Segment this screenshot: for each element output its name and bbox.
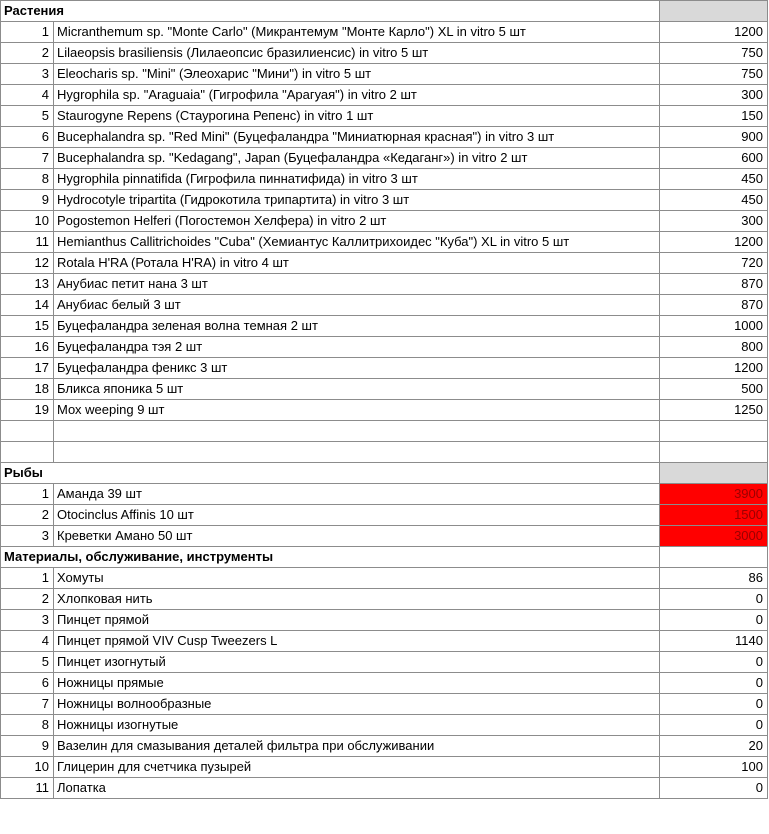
table-row [1,190,768,211]
item-name[interactable]: Hygrophila sp. "Araguaia" (Гигрофила "Арагуая") in vitro 2 шт [54,85,660,106]
table-row [1,232,768,253]
item-price[interactable]: 1140 [660,630,768,651]
item-name[interactable]: Hydrocotyle tripartita (Гидрокотила трипартита) in vitro 3 шт [54,190,660,211]
row-number[interactable]: 6 [1,127,54,148]
row-number[interactable]: 9 [1,190,54,211]
table-row [1,630,768,651]
item-price[interactable]: 300 [660,211,768,232]
item-price[interactable]: 1250 [660,400,768,421]
row-number[interactable]: 17 [1,358,54,379]
row-number[interactable]: 2 [1,588,54,609]
item-price[interactable]: 100 [660,756,768,777]
item-price[interactable]: 1200 [660,358,768,379]
item-name[interactable]: Пинцет изогнутый [54,651,660,672]
section-title-materials[interactable]: Материалы, обслуживание, инструменты [1,546,660,567]
item-price-highlighted[interactable]: 3000 [660,525,768,546]
table-row [1,567,768,588]
item-price[interactable]: 450 [660,169,768,190]
item-price[interactable]: 750 [660,43,768,64]
item-price[interactable]: 0 [660,672,768,693]
row-number[interactable]: 7 [1,148,54,169]
table-row [1,735,768,756]
row-number[interactable]: 13 [1,274,54,295]
item-name[interactable]: Bucephalandra sp. "Kedagang", Japan (Буцефаландра «Кедаганг») in vitro 2 шт [54,148,660,169]
item-price[interactable]: 900 [660,127,768,148]
item-name[interactable]: Hemianthus Callitrichoides "Cuba" (Хемиантус Каллитрихоидес "Куба") XL in vitro 5 шт [54,232,660,253]
item-price[interactable]: 0 [660,714,768,735]
item-price[interactable]: 750 [660,64,768,85]
empty-cell[interactable] [1,421,54,442]
item-name[interactable]: Пинцет прямой [54,609,660,630]
item-price[interactable]: 800 [660,337,768,358]
table-row [1,274,768,295]
table-row [1,106,768,127]
item-name[interactable]: Аманда 39 шт [54,483,660,504]
item-price[interactable]: 1200 [660,22,768,43]
table-row [1,337,768,358]
row-number[interactable]: 19 [1,400,54,421]
item-price[interactable]: 0 [660,609,768,630]
section-title-plants[interactable]: Растения [1,1,660,22]
item-name[interactable]: Pogostemon Helferi (Погостемон Хелфера) in vitro 2 шт [54,211,660,232]
table-row [1,43,768,64]
item-name[interactable]: Лопатка [54,777,660,798]
item-price[interactable]: 450 [660,190,768,211]
item-price[interactable]: 720 [660,253,768,274]
item-price[interactable]: 1000 [660,316,768,337]
item-name[interactable]: Хлопковая нить [54,588,660,609]
item-price[interactable]: 0 [660,693,768,714]
row-number[interactable]: 4 [1,630,54,651]
item-name[interactable]: Eleocharis sp. "Mini" (Элеохарис "Мини") in vitro 5 шт [54,64,660,85]
row-number[interactable]: 12 [1,253,54,274]
row-number[interactable]: 6 [1,672,54,693]
item-price[interactable]: 870 [660,274,768,295]
section-header-cell[interactable] [660,1,768,22]
item-name[interactable]: Rotala H'RA (Ротала H'RA) in vitro 4 шт [54,253,660,274]
empty-row [1,421,768,442]
table-row [1,85,768,106]
row-number[interactable]: 9 [1,735,54,756]
item-name[interactable]: Otocinclus Affinis 10 шт [54,504,660,525]
row-number[interactable]: 11 [1,777,54,798]
table-row [1,127,768,148]
row-number[interactable]: 8 [1,714,54,735]
section-header-row [1,462,768,483]
empty-row [1,441,768,462]
row-number[interactable]: 8 [1,169,54,190]
item-price[interactable]: 500 [660,379,768,400]
empty-cell[interactable] [1,441,54,462]
table-row [1,693,768,714]
row-number[interactable]: 3 [1,609,54,630]
table-row [1,400,768,421]
table-row [1,756,768,777]
row-number[interactable]: 16 [1,337,54,358]
item-name[interactable]: Анубиас петит нана 3 шт [54,274,660,295]
item-name[interactable]: Micranthemum sp. "Monte Carlo" (Микрантемум "Монте Карло") XL in vitro 5 шт [54,22,660,43]
item-price[interactable]: 600 [660,148,768,169]
table-row [1,379,768,400]
row-number[interactable]: 4 [1,85,54,106]
item-name[interactable]: Ножницы изогнутые [54,714,660,735]
table-row [1,295,768,316]
item-name[interactable]: Lilaeopsis brasiliensis (Лилаеопсис бразилиенсис) in vitro 5 шт [54,43,660,64]
table-row [1,148,768,169]
table-row [1,504,768,525]
row-number[interactable]: 1 [1,567,54,588]
item-price[interactable]: 150 [660,106,768,127]
item-name[interactable]: Пинцет прямой VIV Cusp Tweezers L [54,630,660,651]
table-row [1,609,768,630]
item-price[interactable]: 0 [660,651,768,672]
item-price-highlighted[interactable]: 1500 [660,504,768,525]
section-header-row [1,546,768,567]
table-row [1,588,768,609]
table-row [1,211,768,232]
empty-cell[interactable] [54,421,660,442]
empty-cell[interactable] [660,421,768,442]
row-number[interactable]: 1 [1,22,54,43]
row-number[interactable]: 1 [1,483,54,504]
item-price[interactable]: 0 [660,588,768,609]
row-number[interactable]: 5 [1,106,54,127]
item-price[interactable]: 0 [660,777,768,798]
section-header-cell[interactable] [660,546,768,567]
item-name[interactable]: Бликса японика 5 шт [54,379,660,400]
row-number[interactable]: 7 [1,693,54,714]
item-name[interactable]: Ножницы волнообразные [54,693,660,714]
table-row [1,672,768,693]
table-row [1,253,768,274]
item-price[interactable]: 86 [660,567,768,588]
row-number[interactable]: 2 [1,43,54,64]
item-price-highlighted[interactable]: 3900 [660,483,768,504]
table-row [1,714,768,735]
row-number[interactable]: 10 [1,756,54,777]
table-row [1,316,768,337]
item-name[interactable]: Hygrophila pinnatifida (Гигрофила пиннатифида) in vitro 3 шт [54,169,660,190]
table-row [1,483,768,504]
table-row [1,64,768,85]
row-number[interactable]: 10 [1,211,54,232]
item-name[interactable]: Вазелин для смазывания деталей фильтра при обслуживании [54,735,660,756]
section-title-fish[interactable]: Рыбы [1,462,660,483]
item-name[interactable]: Ножницы прямые [54,672,660,693]
item-name[interactable]: Буцефаландра феникс 3 шт [54,358,660,379]
section-header-cell[interactable] [660,462,768,483]
row-number[interactable]: 2 [1,504,54,525]
row-number[interactable]: 3 [1,525,54,546]
item-name[interactable]: Bucephalandra sp. "Red Mini" (Буцефаландра "Миниатюрная красная") in vitro 3 шт [54,127,660,148]
item-name[interactable]: Staurogyne Repens (Стаурогина Репенс) in vitro 1 шт [54,106,660,127]
table-row [1,651,768,672]
row-number[interactable]: 5 [1,651,54,672]
row-number[interactable]: 11 [1,232,54,253]
item-price[interactable]: 1200 [660,232,768,253]
table-row [1,169,768,190]
item-price[interactable]: 300 [660,85,768,106]
empty-cell[interactable] [660,441,768,462]
item-name[interactable]: Буцефаландра тэя 2 шт [54,337,660,358]
empty-cell[interactable] [54,441,660,462]
table-row [1,22,768,43]
row-number[interactable]: 14 [1,295,54,316]
item-name[interactable]: Глицерин для счетчика пузырей [54,756,660,777]
item-price[interactable]: 870 [660,295,768,316]
item-name[interactable]: Хомуты [54,567,660,588]
item-price[interactable]: 20 [660,735,768,756]
table-row [1,358,768,379]
section-header-row [1,1,768,22]
item-name[interactable]: Буцефаландра зеленая волна темная 2 шт [54,316,660,337]
item-name[interactable]: Креветки Амано 50 шт [54,525,660,546]
row-number[interactable]: 18 [1,379,54,400]
table-row [1,777,768,798]
row-number[interactable]: 3 [1,64,54,85]
item-name[interactable]: Анубиас белый 3 шт [54,295,660,316]
item-name[interactable]: Мох weeping 9 шт [54,400,660,421]
row-number[interactable]: 15 [1,316,54,337]
table-row [1,525,768,546]
